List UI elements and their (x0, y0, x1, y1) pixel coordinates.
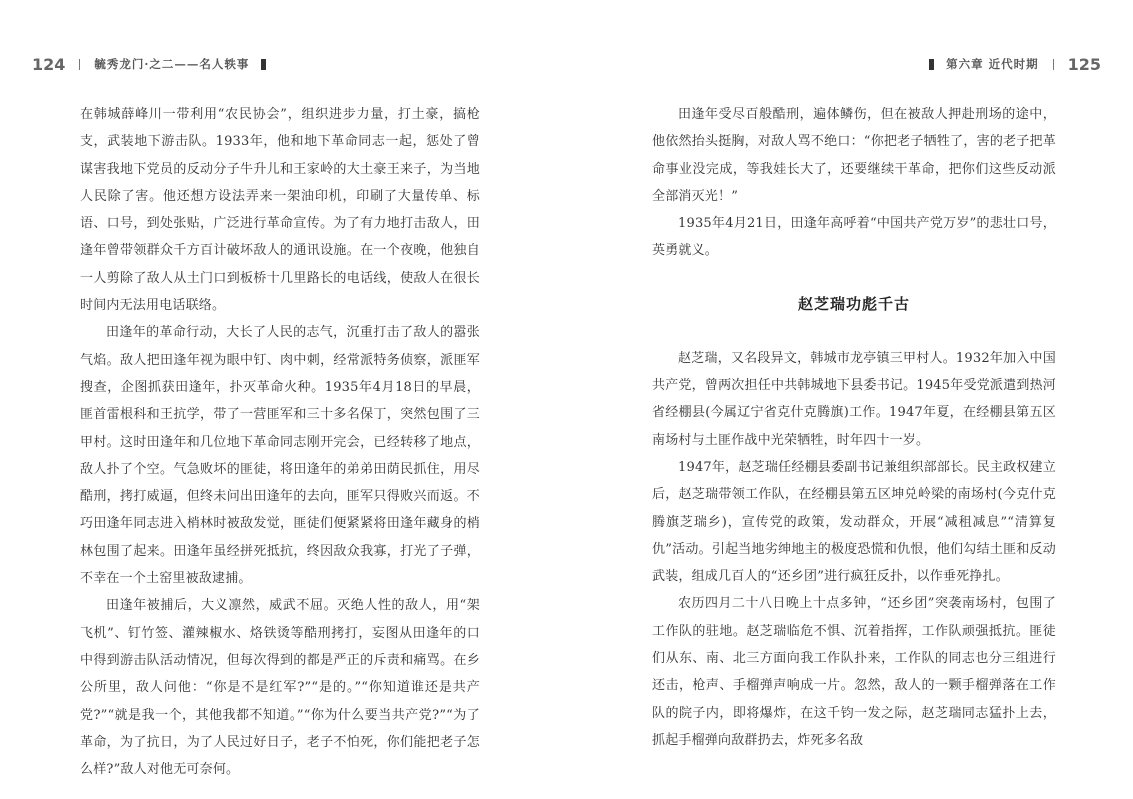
right-page-number: 125 (1067, 54, 1101, 74)
body-paragraph: 在韩城薛峰川一带利用“农民协会”，组织进步力量，打土豪，搞枪支，武装地下游击队。1933年，他和地下革命同志一起，惩处了曾谋害我地下党员的反动分子牛升儿和王家岭的大土豪王来子，为当地人民除了害。他还想方设法弄来一架油印机，印刷了大量传单、标语、口号，到处张贴，广泛进行革命宣传。为了有力地打击敌人，田逢年曾带领群众千方百计破坏敌人的通讯设施。在一个夜晚，他独自一人剪除了敌人从土门口到板桥十几里路长的电话线，使敌人在很长时间内无法用电话联络。 (80, 107, 480, 314)
body-paragraph: 田逢年的革命行动，大长了人民的志气，沉重打击了敌人的嚣张气焰。敌人把田逢年视为眼中钉、肉中刺，经常派特务侦察，派匪军搜查，企图抓获田逢年，扑灭革命火种。1935年4月18日的早晨，匪首雷根科和王抗学，带了一营匪军和三十多名保丁，突然包围了三甲村。这时田逢年和几位地下革命同志刚开完会，已经转移了地点，敌人扑了个空。气急败坏的匪徒，将田逢年的弟弟田荫民抓住，用尽酷刑，拷打威逼，但终未问出田逢年的去向，匪军只得败兴而返。不巧田逢年同志进入梢林时被敌发觉，匪徒们便紧紧将田逢年藏身的梢林包围了起来。田逢年虽经拼死抵抗，终因敌众我寡，打光了子弹，不幸在一个土窑里被敌逮捕。 (80, 325, 480, 587)
right-page-body (652, 101, 1056, 754)
section-title: 赵芝瑞功彪千古 (797, 294, 910, 313)
header-block-mark (261, 59, 266, 70)
body-paragraph: 赵芝瑞，又名段异文，韩城市龙亭镇三甲村人。1932年加入中国共产党，曾两次担任中共韩城地下县委书记。1945年受党派遣到热河省经棚县(今属辽宁省克什克腾旗)工作。1947年夏，在经棚县第五区南场村与土匪作战中光荣牺牲，时年四十一岁。 (652, 350, 1056, 448)
left-page-body (80, 101, 480, 783)
left-running-title: 毓秀龙门·之二——名人轶事 (94, 57, 250, 71)
right-running-title: 第六章 近代时期 (946, 57, 1039, 71)
body-paragraph: 农历四月二十八日晚上十点多钟，“还乡团”突袭南场村，包围了工作队的驻地。赵芝瑞临危不惧、沉着指挥，工作队顽强抵抗。匪徒们从东、南、北三方面向我工作队扑来，工作队的同志也分三组进行还击，枪声、手榴弹声响成一片。忽然，敌人的一颗手榴弹落在工作队的院子内，即将爆炸，在这千钧一发之际，赵芝瑞同志猛扑上去，抓起手榴弹向敌群扔去，炸死多名敌 (652, 596, 1056, 748)
body-paragraph: 田逢年受尽百般酷刑，遍体鳞伤，但在被敌人押赴刑场的途中，他依然抬头挺胸，对敌人骂不绝口：“你把老子牺牲了，害的老子把革命事业没完成，等我娃长大了，还要继续干革命，把你们这些反动派全部消灭光！” (652, 107, 1056, 204)
left-page-number: 124 (32, 54, 66, 74)
body-paragraph: 1947年，赵芝瑞任经棚县委副书记兼组织部部长。民主政权建立后，赵芝瑞带领工作队，在经棚县第五区坤兑岭梁的南场村(今克什克腾旗芝瑞乡)，宣传党的政策，发动群众，开展“减租减息”“清算复仇”活动。引起当地劣绅地主的极度恐慌和仇恨，他们勾结土匪和反动武装，组成几百人的“还乡团”进行疯狂反扑，以作垂死挣扎。 (652, 459, 1056, 585)
header-separator (79, 59, 80, 70)
body-paragraph: 1935年4月21日，田逢年高呼着“中国共产党万岁”的悲壮口号，英勇就义。 (652, 216, 1056, 259)
header-block-mark (929, 59, 934, 70)
right-page-header (917, 52, 1101, 76)
header-separator (1053, 59, 1054, 70)
left-page-header (32, 52, 278, 76)
body-paragraph: 田逢年被捕后，大义凛然，威武不屈。灭绝人性的敌人，用“架飞机”、钉竹签、灌辣椒水、烙铁烫等酷刑拷打，妄图从田逢年的口中得到游击队活动情况，但每次得到的都是严正的斥责和痛骂。在乡公所里，敌人问他：“你是不是红军?”“是的。”“你知道谁还是共产党?”“就是我一个，其他我都不知道。”“你为什么要当共产党?”“为了革命，为了抗日，为了人民过好日子，老子不怕死，你们能把老子怎么样?”敌人对他无可奈何。 (80, 598, 480, 778)
